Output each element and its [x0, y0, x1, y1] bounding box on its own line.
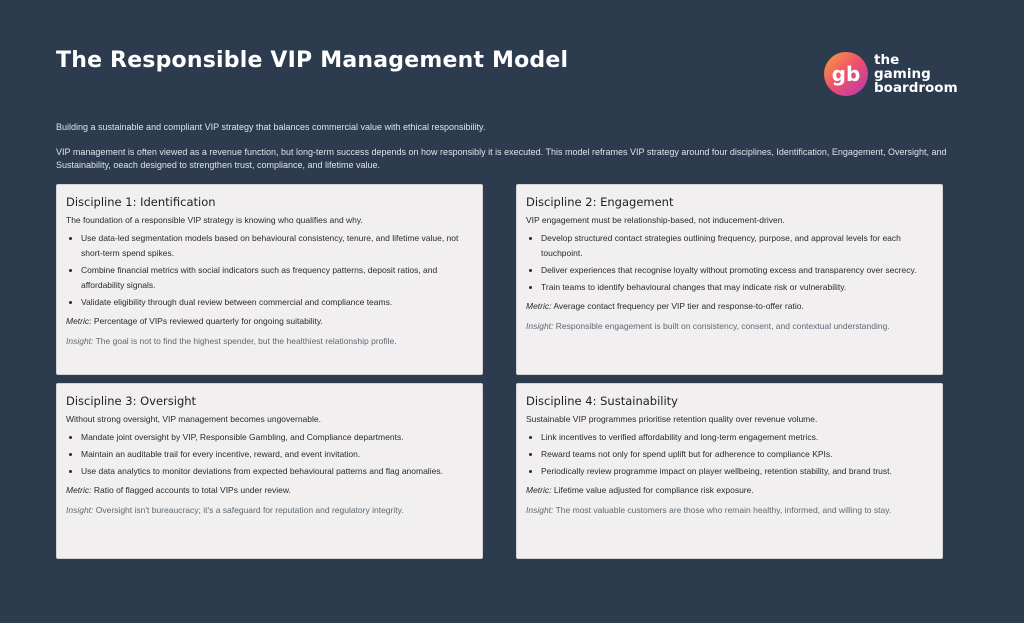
insight-text: The goal is not to find the highest spender, but the healthiest relationship profile. — [93, 336, 397, 346]
insight-text: Responsible engagement is built on consistency, consent, and contextual understanding. — [553, 321, 890, 331]
discipline-card-engagement — [516, 184, 943, 375]
logo-line-2: gaming — [874, 66, 931, 82]
logo-line-1: the — [874, 52, 900, 68]
list-item: • Use data-led segmentation models based on behavioural consistency, tenure, and lifetime value, not short-term spend spikes. — [81, 231, 473, 261]
discipline-card-identification — [56, 184, 483, 375]
list-item: • Combine financial metrics with social indicators such as frequency patterns, deposit ratios, and affordability signals. — [81, 263, 473, 293]
intro-paragraph: VIP management is often viewed as a revenue function, but long-term success depends on how responsibly it is executed. This model reframes VIP strategy around four disciplines, Identification, Engagement, Oversight, and Sustainability, oeach designed to strengthen trust, compliance, and lifetime value. — [56, 147, 947, 170]
insight-label: Insight: — [66, 505, 94, 515]
card-bullet-list — [526, 430, 933, 479]
card-heading: Discipline 2: Engagement — [526, 195, 674, 209]
card-heading: Discipline 3: Oversight — [66, 394, 197, 408]
card-insight — [526, 319, 933, 334]
list-item: • Train teams to identify behavioural changes that may indicate risk or vulnerability. — [541, 280, 933, 295]
metric-text: Percentage of VIPs reviewed quarterly for ongoing suitability. — [91, 316, 323, 326]
brand-logo — [824, 52, 958, 96]
card-insight — [526, 503, 933, 518]
page-subtitle: Building a sustainable and compliant VIP strategy that balances commercial value with ethical responsibility. — [56, 122, 486, 132]
discipline-card-oversight — [56, 383, 483, 559]
card-lead: Sustainable VIP programmes prioritise retention quality over revenue volume. — [526, 414, 818, 424]
list-item: • Reward teams not only for spend uplift but for adherence to compliance KPIs. — [541, 447, 933, 462]
card-metric — [66, 484, 473, 496]
insight-text: Oversight isn't bureaucracy; it's a safeguard for reputation and regulatory integrity. — [93, 505, 404, 515]
logo-wordmark — [874, 53, 958, 95]
card-insight — [66, 334, 473, 349]
insight-label: Insight: — [526, 321, 554, 331]
card-insight — [66, 503, 473, 518]
metric-text: Ratio of flagged accounts to total VIPs under review. — [91, 485, 291, 495]
list-item: • Develop structured contact strategies outlining frequency, purpose, and approval levels for each touchpoint. — [541, 231, 933, 261]
insight-label: Insight: — [526, 505, 554, 515]
list-item: • Mandate joint oversight by VIP, Responsible Gambling, and Compliance departments. — [81, 430, 473, 445]
logo-mark-icon: gb — [824, 52, 868, 96]
list-item: • Validate eligibility through dual review between commercial and compliance teams. — [81, 295, 473, 310]
insight-label: Insight: — [66, 336, 94, 346]
card-lead: Without strong oversight, VIP management becomes ungovernable. — [66, 414, 321, 424]
metric-text: Lifetime value adjusted for compliance risk exposure. — [551, 485, 754, 495]
card-heading: Discipline 1: Identification — [66, 195, 216, 209]
page-title: The Responsible VIP Management Model — [56, 48, 569, 73]
metric-label: Metric: — [66, 316, 92, 326]
insight-text: The most valuable customers are those who remain healthy, informed, and willing to stay. — [553, 505, 892, 515]
list-item: • Deliver experiences that recognise loyalty without promoting excess and transparency over secrecy. — [541, 263, 933, 278]
card-bullet-list — [66, 231, 473, 310]
discipline-card-sustainability — [516, 383, 943, 559]
card-bullet-list — [526, 231, 933, 295]
logo-line-3: boardroom — [874, 80, 958, 96]
card-metric — [526, 300, 933, 312]
metric-label: Metric: — [526, 301, 552, 311]
card-heading: Discipline 4: Sustainability — [526, 394, 678, 408]
list-item: • Use data analytics to monitor deviations from expected behavioural patterns and flag anomalies. — [81, 464, 473, 479]
card-lead: The foundation of a responsible VIP strategy is knowing who qualifies and why. — [66, 215, 363, 225]
card-lead: VIP engagement must be relationship-based, not inducement-driven. — [526, 215, 785, 225]
metric-label: Metric: — [66, 485, 92, 495]
metric-label: Metric: — [526, 485, 552, 495]
card-bullet-list — [66, 430, 473, 479]
list-item: • Periodically review programme impact on player wellbeing, retention stability, and brand trust. — [541, 464, 933, 479]
list-item: • Maintain an auditable trail for every incentive, reward, and event invitation. — [81, 447, 473, 462]
card-metric — [526, 484, 933, 496]
card-metric — [66, 315, 473, 327]
list-item: • Link incentives to verified affordability and long-term engagement metrics. — [541, 430, 933, 445]
metric-text: Average contact frequency per VIP tier and response-to-offer ratio. — [551, 301, 804, 311]
